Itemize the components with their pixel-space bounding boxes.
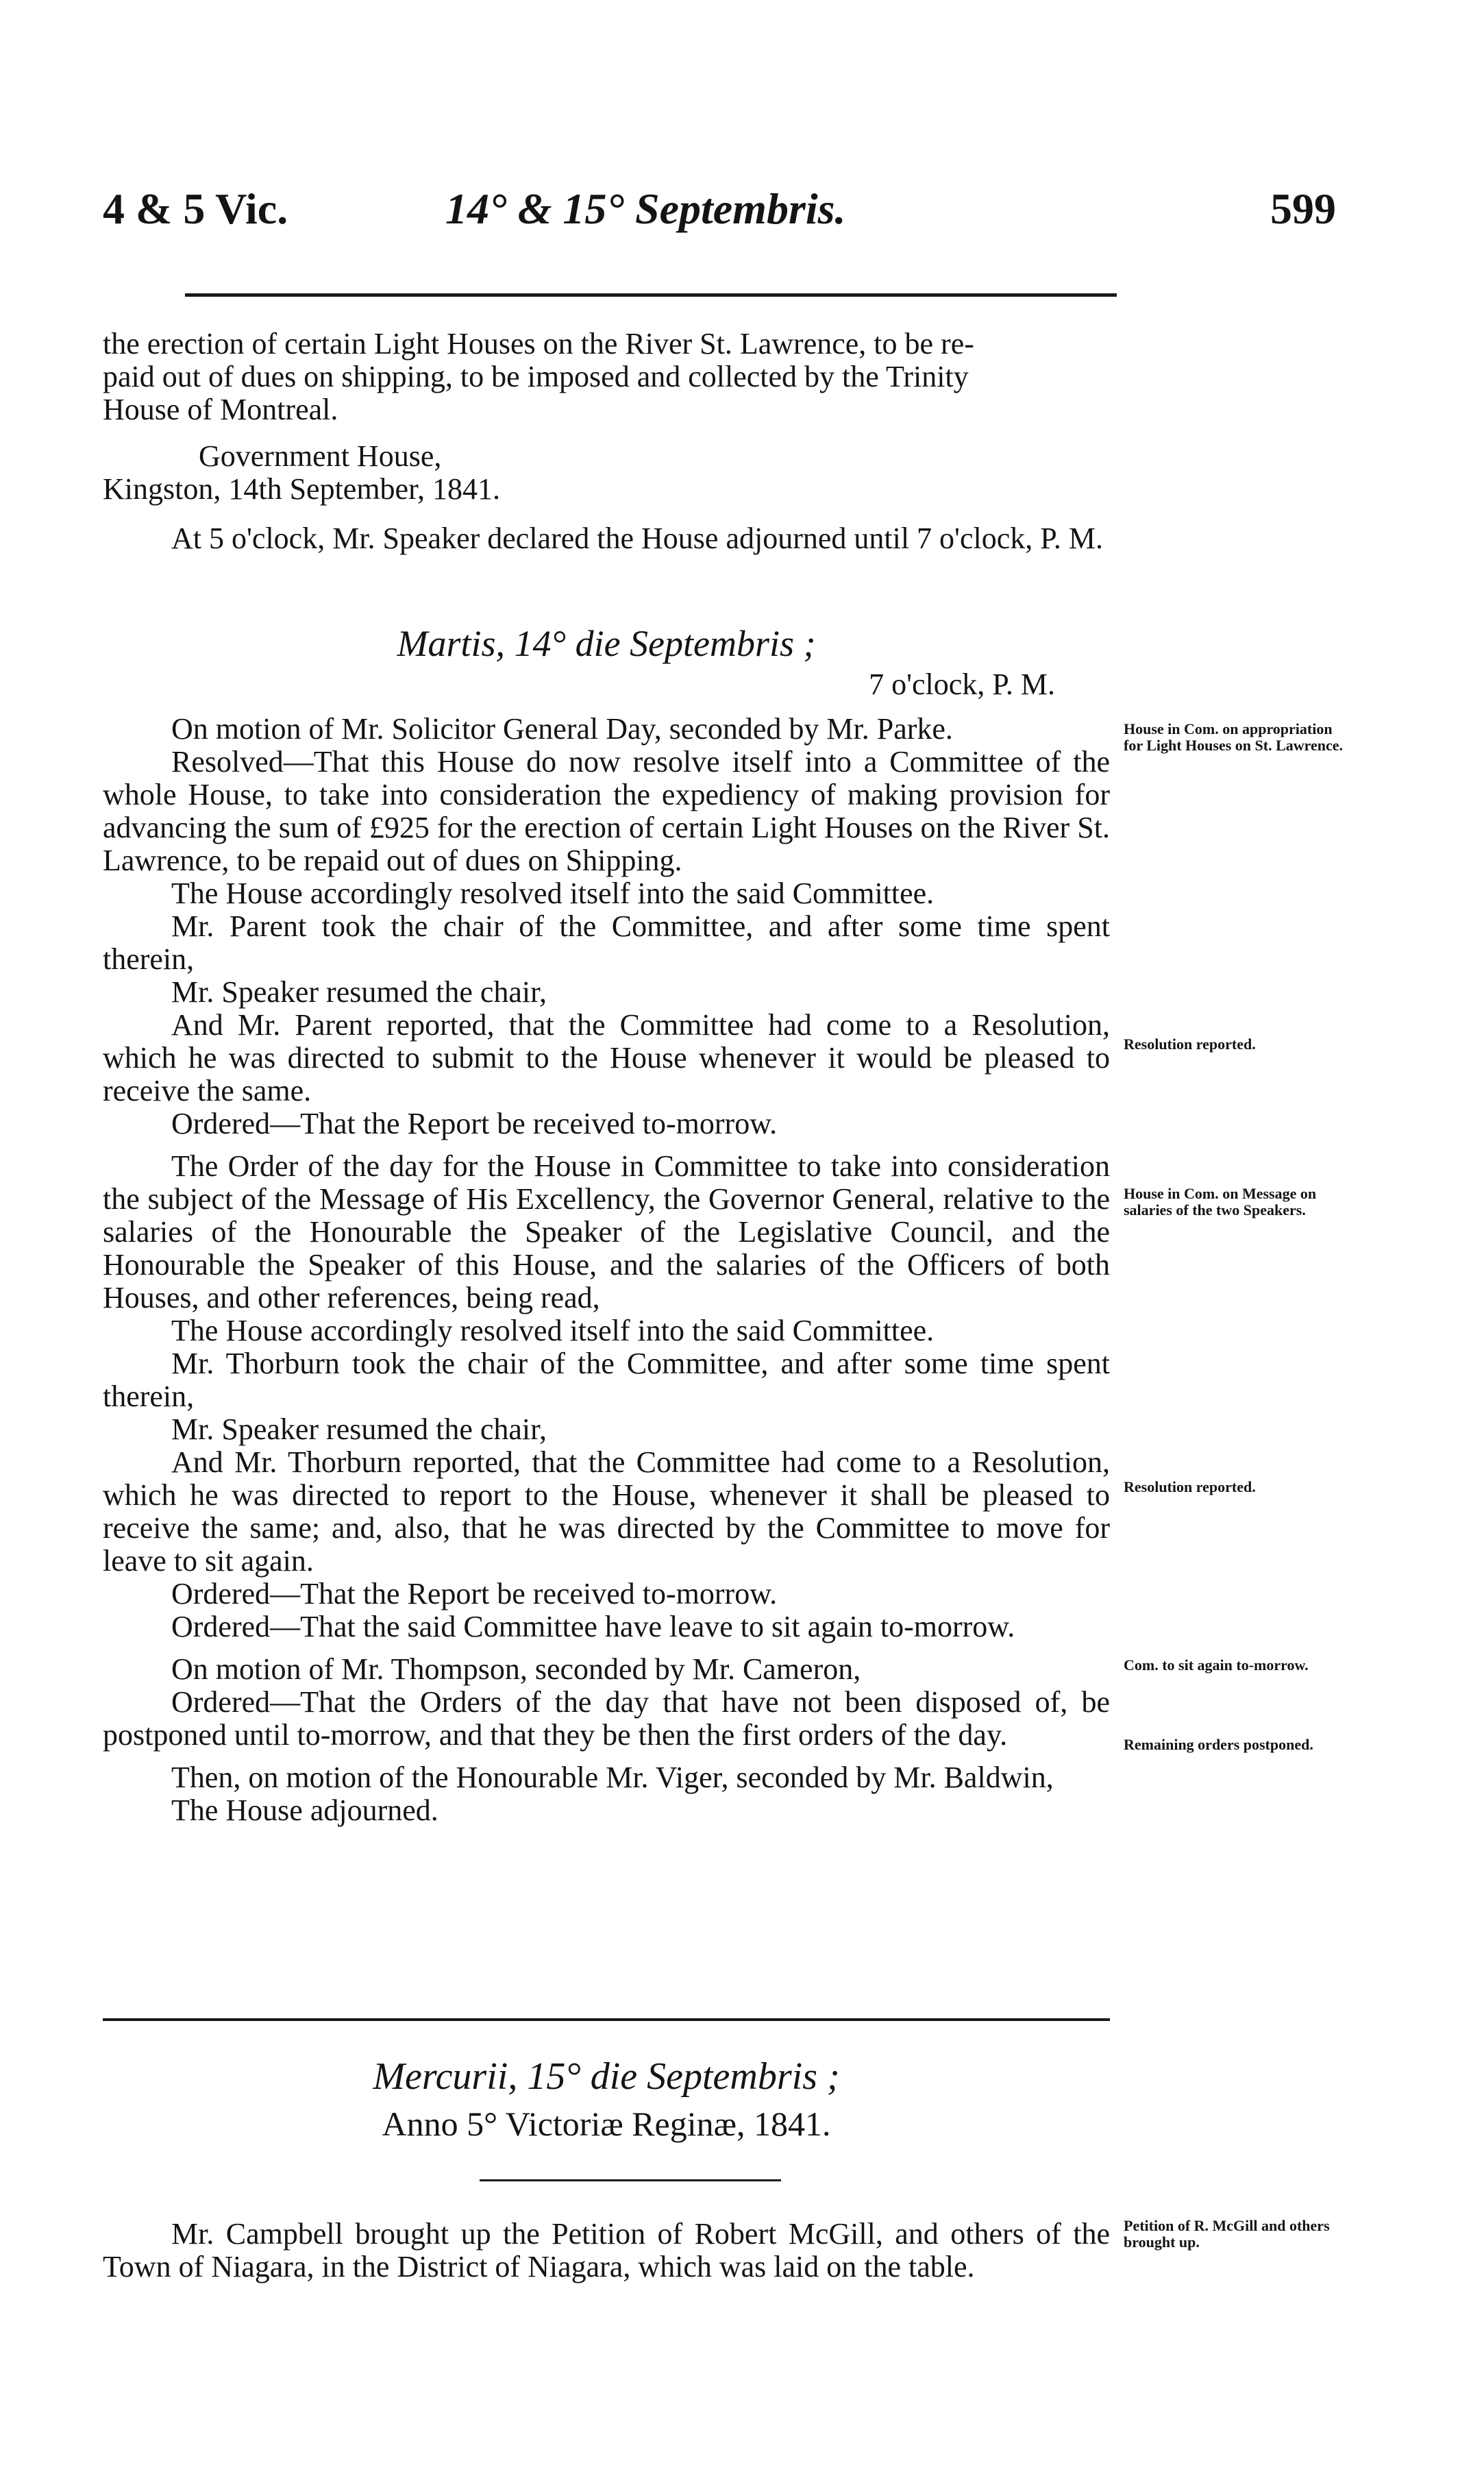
- section1-heading: Martis, 14° die Septembris ;: [397, 623, 816, 664]
- paragraph: Mr. Speaker resumed the chair,: [171, 1412, 547, 1446]
- section1-time-wrap: [103, 668, 1110, 701]
- paragraph: Ordered—That the Orders of the day that have not been disposed of, be postponed until to-morrow, and that they be then the first orders of the day.: [103, 1685, 1110, 1752]
- margin-note: House in Com. on appropriation for Light Houses on St. Lawrence.: [1124, 720, 1344, 754]
- margin-note: Resolution reported.: [1124, 1036, 1256, 1053]
- signature-place: Government House,: [199, 439, 442, 473]
- section-divider: [103, 2018, 1110, 2021]
- paragraph: Mr. Thorburn took the chair of the Committee, and after some time spent therein,: [103, 1347, 1110, 1413]
- paragraph: The Order of the day for the House in Committee to take into consideration the subject of the Message of His Excellency, the Governor General, relative to the salaries of the Honourable the Speaker of the Legislative Council, and the Honourable the Speaker of this House, and the salaries of the Officers of both Houses, and other references, being read,: [103, 1149, 1110, 1314]
- margin-note: Com. to sit again to-morrow.: [1124, 1656, 1309, 1674]
- paragraph: The House accordingly resolved itself into the said Committee.: [171, 877, 935, 910]
- paragraph: Ordered—That the Report be received to-morrow.: [171, 1107, 778, 1140]
- margin-note: Remaining orders postponed.: [1124, 1736, 1313, 1753]
- paragraph: And Mr. Thorburn reported, that the Committee had come to a Resolution, which he was directed to report to the House, whenever it shall be pleased to receive the same; and, also, that he was directed by the Committee to move for leave to sit again.: [103, 1445, 1110, 1578]
- margin-note: Resolution reported.: [1124, 1478, 1256, 1495]
- paragraph: And Mr. Parent reported, that the Committee had come to a Resolution, which he was directed to submit to the House whenever it would be pleased to receive the same.: [103, 1008, 1110, 1107]
- paragraph: Mr. Parent took the chair of the Committee, and after some time spent therein,: [103, 909, 1110, 976]
- paragraph: On motion of Mr. Solicitor General Day, seconded by Mr. Parke.: [171, 712, 953, 746]
- section2-heading: Mercurii, 15° die Septembris ;: [373, 2055, 840, 2098]
- main-body: [103, 713, 1110, 1827]
- page-number: 599: [1270, 184, 1336, 233]
- adjourn-note: At 5 o'clock, Mr. Speaker declared the House adjourned until 7 o'clock, P. M.: [171, 522, 1103, 555]
- paragraph: The House adjourned.: [171, 1793, 438, 1827]
- paragraph: Resolved—That this House do now resolve itself into a Committee of the whole House, to take into consideration the expediency of making provision for advancing the sum of £925 for the erection of certain Light Houses on the River St. Lawrence, to be repaid out of dues on Shipping.: [103, 745, 1110, 877]
- block1-line: House of Montreal.: [103, 393, 338, 426]
- final-paragraph: Mr. Campbell brought up the Petition of Robert McGill, and others of the Town of Niagara, in the District of Niagara, which was laid on the table.: [103, 2217, 1110, 2283]
- short-rule: [480, 2179, 781, 2181]
- section2-subheading: Anno 5° Victoriæ Reginæ, 1841.: [382, 2105, 831, 2143]
- paragraph: Mr. Speaker resumed the chair,: [171, 975, 547, 1009]
- paragraph: The House accordingly resolved itself into the said Committee.: [171, 1314, 935, 1347]
- margin-note: Petition of R. McGill and others brought up.: [1124, 2217, 1330, 2251]
- paragraph: Then, on motion of the Honourable Mr. Viger, seconded by Mr. Baldwin,: [171, 1761, 1054, 1794]
- margin-note: House in Com. on Message on salaries of the two Speakers.: [1124, 1185, 1317, 1218]
- header-rule: [185, 293, 1117, 297]
- paragraph: On motion of Mr. Thompson, seconded by Mr. Cameron,: [171, 1652, 861, 1686]
- block1-line: the erection of certain Light Houses on the River St. Lawrence, to be re-: [103, 327, 974, 360]
- running-head: [103, 184, 1336, 238]
- paragraph: Ordered—That the Report be received to-morrow.: [171, 1577, 778, 1610]
- paragraph: Ordered—That the said Committee have leave to sit again to-morrow.: [171, 1610, 1015, 1643]
- header-center: 14° & 15° Septembris.: [445, 184, 846, 233]
- block1-line: paid out of dues on shipping, to be imposed and collected by the Trinity: [103, 360, 969, 393]
- header-left: 4 & 5 Vic.: [103, 184, 288, 233]
- final-body: [103, 2218, 1110, 2283]
- signature-date: Kingston, 14th September, 1841.: [103, 472, 500, 506]
- block1: [103, 328, 1110, 555]
- section1-time: 7 o'clock, P. M.: [869, 668, 1055, 701]
